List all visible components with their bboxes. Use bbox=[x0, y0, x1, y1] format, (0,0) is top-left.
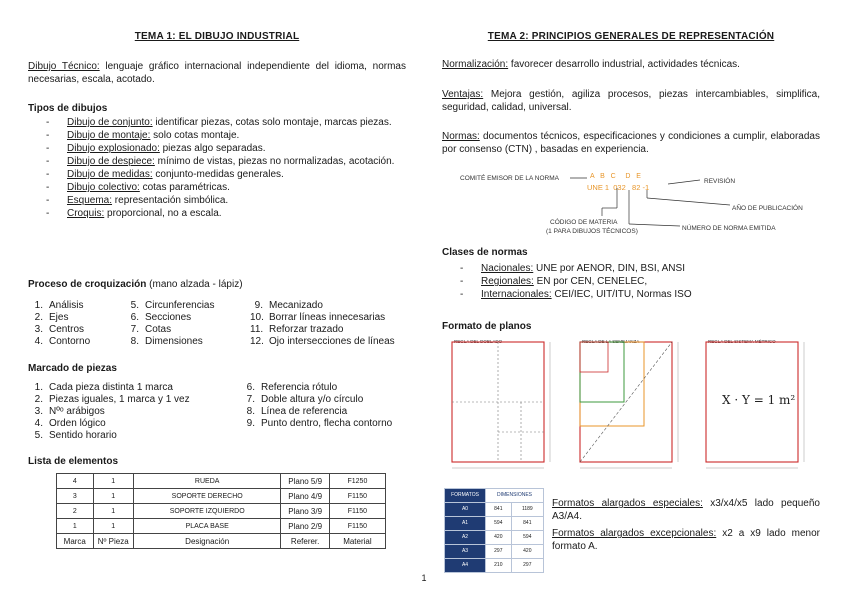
tema1-title: TEMA 1: EL DIBUJO INDUSTRIAL bbox=[134, 31, 300, 42]
list-item bbox=[28, 116, 406, 129]
dash-bullet: - bbox=[46, 143, 50, 154]
definition: documentos técnicos, especificaciones y condiciones a cumplir, elaboradas por consenso (CTN) , basadas en experiencia. bbox=[442, 131, 820, 155]
item-text: Secciones bbox=[145, 312, 192, 323]
list-item bbox=[250, 323, 395, 335]
term: Regionales: bbox=[481, 276, 534, 287]
marcado-heading: Marcado de piezas bbox=[28, 363, 117, 374]
definition: EN por CEN, CENELEC, bbox=[533, 276, 648, 287]
heading-note: (mano alzada - lápiz) bbox=[146, 279, 243, 290]
list-item bbox=[242, 381, 392, 393]
especiales-paragraph bbox=[552, 497, 820, 523]
croquizacion-col-1 bbox=[30, 299, 90, 347]
item-number: 8. bbox=[130, 336, 139, 347]
tipos-heading: Tipos de dibujos bbox=[28, 103, 108, 114]
term: Dibujo de montaje: bbox=[67, 130, 151, 141]
table-header-cell: Marca bbox=[57, 534, 94, 549]
formats-cell: 297 bbox=[511, 559, 543, 573]
table-cell: Plano 3/9 bbox=[281, 504, 329, 519]
dash-bullet: - bbox=[46, 117, 50, 128]
fig2-label: REGLA DE LA SEMEJANZA bbox=[582, 339, 640, 344]
excepcionales-paragraph bbox=[552, 527, 820, 553]
item-number: 11. bbox=[250, 324, 264, 335]
dash-bullet: - bbox=[46, 182, 50, 193]
item-text: Borrar líneas innecesarias bbox=[269, 312, 386, 323]
list-item bbox=[28, 155, 406, 168]
item-text: Centros bbox=[49, 324, 85, 335]
dash-bullet: - bbox=[460, 263, 464, 274]
formats-cell: A2 bbox=[445, 531, 486, 545]
fig3-formula: X · Y = 1 m² bbox=[722, 393, 796, 407]
table-cell: 1 bbox=[93, 489, 133, 504]
item-number: 2. bbox=[34, 394, 43, 405]
table-header-row bbox=[57, 534, 386, 549]
formats-cell: 841 bbox=[486, 503, 512, 517]
anio-label: AÑO DE PUBLICACIÓN bbox=[732, 205, 803, 212]
dash-bullet: - bbox=[46, 169, 50, 180]
definition: identificar piezas, cotas solo montaje, marcas piezas. bbox=[152, 117, 392, 128]
dash-bullet: - bbox=[46, 195, 50, 206]
definition: x2 a x9 lado menor formato A. bbox=[552, 528, 820, 552]
term: Ventajas: bbox=[442, 89, 484, 100]
clases-heading: Clases de normas bbox=[442, 247, 528, 258]
croquizacion-col-3 bbox=[250, 299, 395, 347]
table-header-cell: Referer. bbox=[281, 534, 329, 549]
definition: piezas algo separadas. bbox=[159, 143, 266, 154]
lista-elementos-table bbox=[56, 473, 386, 549]
table-cell: PLACA BASE bbox=[133, 519, 281, 534]
list-item bbox=[242, 417, 392, 429]
formats-cell: 1189 bbox=[511, 503, 543, 517]
table-cell: 2 bbox=[57, 504, 94, 519]
list-item bbox=[242, 405, 392, 417]
clases-list bbox=[442, 262, 820, 301]
item-text: Dimensiones bbox=[145, 336, 203, 347]
formats-cell: 594 bbox=[511, 531, 543, 545]
term: Dibujo de despiece: bbox=[67, 156, 155, 167]
term: Dibujo colectivo: bbox=[67, 182, 140, 193]
list-item bbox=[442, 275, 820, 288]
list-item bbox=[250, 335, 395, 347]
item-text: Circunferencias bbox=[145, 300, 215, 311]
comite-label: COMITÉ EMISOR DE LA NORMA bbox=[460, 175, 559, 182]
table-cell: 1 bbox=[93, 474, 133, 489]
item-number: 2. bbox=[34, 312, 43, 323]
table-cell: 4 bbox=[57, 474, 94, 489]
formats-row bbox=[445, 545, 544, 559]
term: Nacionales: bbox=[481, 263, 534, 274]
formats-cell: A4 bbox=[445, 559, 486, 573]
definition: x3/x4/x5 lado pequeño A3/A4. bbox=[552, 498, 820, 522]
list-item bbox=[126, 323, 214, 335]
formats-cell: 210 bbox=[486, 559, 512, 573]
dash-bullet: - bbox=[460, 289, 464, 300]
item-text: Referencia rótulo bbox=[261, 382, 338, 393]
definition: proporcional, no a escala. bbox=[104, 208, 222, 219]
item-text: Punto dentro, flecha contorno bbox=[261, 418, 393, 429]
term: Normalización: bbox=[442, 59, 509, 70]
formats-cell: 420 bbox=[511, 545, 543, 559]
formats-header-cell: DIMENSIONES bbox=[486, 489, 544, 503]
formats-header-cell: FORMATOS bbox=[445, 489, 486, 503]
ventajas-paragraph bbox=[442, 88, 820, 114]
table-cell: Plano 5/9 bbox=[281, 474, 329, 489]
formato-figures bbox=[442, 334, 820, 479]
formats-row bbox=[445, 531, 544, 545]
tipos-list bbox=[28, 116, 406, 220]
list-item bbox=[126, 311, 214, 323]
formats-cell: A1 bbox=[445, 517, 486, 531]
item-number: 6. bbox=[246, 382, 255, 393]
item-number: 7. bbox=[130, 324, 139, 335]
list-item bbox=[126, 335, 214, 347]
formatos-table bbox=[444, 488, 544, 573]
list-item bbox=[30, 311, 90, 323]
item-text: Ejes bbox=[49, 312, 69, 323]
table-cell: 1 bbox=[57, 519, 94, 534]
codigo-note: (1 PARA DIBUJOS TÉCNICOS) bbox=[546, 228, 638, 235]
une-code-diagram bbox=[442, 168, 820, 238]
term: Dibujo explosionado: bbox=[67, 143, 160, 154]
definition: Mejora gestión, agiliza procesos, piezas intercambiables, simplifica, seguridad, calidad, universal. bbox=[442, 89, 820, 113]
item-text: Línea de referencia bbox=[261, 406, 348, 417]
list-item bbox=[30, 417, 190, 429]
formats-cell: 297 bbox=[486, 545, 512, 559]
item-number: 10. bbox=[250, 312, 264, 323]
table-cell: 3 bbox=[57, 489, 94, 504]
item-text: Nºᵒ arábigos bbox=[49, 406, 105, 417]
dash-bullet: - bbox=[46, 156, 50, 167]
table-cell: 1 bbox=[93, 519, 133, 534]
croquizacion-heading bbox=[28, 278, 243, 291]
lista-heading: Lista de elementos bbox=[28, 456, 119, 467]
fig1-label: REGLA DEL DOBLADO bbox=[454, 339, 503, 344]
table-header-cell: Nº Pieza bbox=[93, 534, 133, 549]
formats-row bbox=[445, 503, 544, 517]
item-number: 7. bbox=[246, 394, 255, 405]
table-row bbox=[57, 519, 386, 534]
item-text: Sentido horario bbox=[49, 430, 117, 441]
list-item bbox=[28, 129, 406, 142]
item-text: Piezas iguales, 1 marca y 1 vez bbox=[49, 394, 190, 405]
table-cell: F1250 bbox=[329, 474, 385, 489]
list-item bbox=[28, 168, 406, 181]
list-item bbox=[30, 429, 190, 441]
heading-text: Proceso de croquización bbox=[28, 279, 147, 290]
letters-label: A B C D E bbox=[590, 173, 641, 180]
definition: mínimo de vistas, piezas no normalizadas, acotación. bbox=[154, 156, 395, 167]
item-number: 9. bbox=[254, 300, 263, 311]
list-item bbox=[30, 299, 90, 311]
item-text: Ojo intersecciones de líneas bbox=[269, 336, 395, 347]
formats-cell: 841 bbox=[511, 517, 543, 531]
une-code: UNE 1 032 82 -1 bbox=[587, 183, 650, 192]
dibujo-tecnico-paragraph bbox=[28, 60, 406, 86]
item-number: 1. bbox=[34, 382, 43, 393]
table-row bbox=[57, 474, 386, 489]
list-item bbox=[442, 288, 820, 301]
item-number: 12. bbox=[250, 336, 264, 347]
table-cell: RUEDA bbox=[133, 474, 281, 489]
fig3-label: REGLA DEL SISTEMA MÉTRICO bbox=[708, 339, 776, 344]
marcado-col-1 bbox=[30, 381, 190, 441]
list-item bbox=[442, 262, 820, 275]
formats-cell: A3 bbox=[445, 545, 486, 559]
definition: solo cotas montaje. bbox=[150, 130, 240, 141]
definition: cotas paramétricas. bbox=[139, 182, 230, 193]
numero-label: NÚMERO DE NORMA EMITIDA bbox=[682, 225, 776, 232]
table-row bbox=[57, 489, 386, 504]
revision-label: REVISIÓN bbox=[704, 178, 736, 185]
item-text: Análisis bbox=[49, 300, 84, 311]
item-text: Contorno bbox=[49, 336, 91, 347]
dash-bullet: - bbox=[460, 276, 464, 287]
table-cell: Plano 2/9 bbox=[281, 519, 329, 534]
item-text: Cada pieza distinta 1 marca bbox=[49, 382, 173, 393]
dash-bullet: - bbox=[46, 130, 50, 141]
item-number: 4. bbox=[34, 336, 43, 347]
item-text: Mecanizado bbox=[269, 300, 323, 311]
item-number: 1. bbox=[34, 300, 43, 311]
item-number: 6. bbox=[130, 312, 139, 323]
formats-header-row bbox=[445, 489, 544, 503]
formats-row bbox=[445, 559, 544, 573]
table-cell: F1150 bbox=[329, 519, 385, 534]
list-item bbox=[250, 311, 395, 323]
definition: conjunto-medidas generales. bbox=[152, 169, 284, 180]
formats-cell: 420 bbox=[486, 531, 512, 545]
table-cell: F1150 bbox=[329, 489, 385, 504]
table-cell: SOPORTE IZQUIERDO bbox=[133, 504, 281, 519]
item-text: Reforzar trazado bbox=[269, 324, 344, 335]
term: Internacionales: bbox=[481, 289, 552, 300]
normas-paragraph bbox=[442, 130, 820, 156]
formats-cell: A0 bbox=[445, 503, 486, 517]
table-cell: SOPORTE DERECHO bbox=[133, 489, 281, 504]
table-cell: F1150 bbox=[329, 504, 385, 519]
item-text: Cotas bbox=[145, 324, 172, 335]
term: Dibujo de conjunto: bbox=[67, 117, 153, 128]
definition: favorecer desarrollo industrial, actividades técnicas. bbox=[508, 59, 740, 70]
definition: UNE por AENOR, DIN, BSI, ANSI bbox=[533, 263, 685, 274]
formats-row bbox=[445, 517, 544, 531]
definition: lenguaje gráfico internacional independiente del idioma, normas necesarias, escala, acotado. bbox=[28, 61, 406, 85]
list-item bbox=[30, 323, 90, 335]
page-number: 1 bbox=[421, 573, 427, 583]
term: Formatos alargados excepcionales: bbox=[552, 528, 717, 539]
term: Dibujo Técnico: bbox=[28, 61, 100, 72]
list-item bbox=[30, 335, 90, 347]
term: Dibujo de medidas: bbox=[67, 169, 153, 180]
list-item bbox=[250, 299, 395, 311]
item-number: 5. bbox=[130, 300, 139, 311]
list-item bbox=[242, 393, 392, 405]
item-number: 3. bbox=[34, 324, 43, 335]
definition: CEI/IEC, UIT/ITU, Normas ISO bbox=[551, 289, 692, 300]
table-cell: 1 bbox=[93, 504, 133, 519]
term: Esquema: bbox=[67, 195, 113, 206]
formato-heading: Formato de planos bbox=[442, 321, 532, 332]
item-text: Orden lógico bbox=[49, 418, 106, 429]
item-number: 3. bbox=[34, 406, 43, 417]
list-item bbox=[126, 299, 214, 311]
table-cell: Plano 4/9 bbox=[281, 489, 329, 504]
term: Formatos alargados especiales: bbox=[552, 498, 703, 509]
definition: representación simbólica. bbox=[112, 195, 229, 206]
list-item bbox=[30, 405, 190, 417]
marcado-col-2 bbox=[242, 381, 392, 429]
item-number: 8. bbox=[246, 406, 255, 417]
croquizacion-col-2 bbox=[126, 299, 214, 347]
term: Normas: bbox=[442, 131, 480, 142]
fig2-a3 bbox=[580, 342, 608, 372]
formats-cell: 594 bbox=[486, 517, 512, 531]
list-item bbox=[28, 181, 406, 194]
normalizacion-paragraph bbox=[442, 58, 820, 71]
list-item bbox=[28, 142, 406, 155]
codigo-label: CÓDIGO DE MATERIA bbox=[550, 219, 618, 226]
tema2-title: TEMA 2: PRINCIPIOS GENERALES DE REPRESENTACIÓN bbox=[487, 31, 775, 42]
table-row bbox=[57, 504, 386, 519]
list-item bbox=[28, 207, 406, 220]
table-header-cell: Material bbox=[329, 534, 385, 549]
dash-bullet: - bbox=[46, 208, 50, 219]
term: Croquis: bbox=[67, 208, 105, 219]
fig2-a1 bbox=[580, 342, 644, 426]
item-number: 5. bbox=[34, 430, 43, 441]
item-text: Doble altura y/o círculo bbox=[261, 394, 364, 405]
list-item bbox=[28, 194, 406, 207]
list-item bbox=[30, 393, 190, 405]
list-item bbox=[30, 381, 190, 393]
item-number: 9. bbox=[246, 418, 255, 429]
item-number: 4. bbox=[34, 418, 43, 429]
diagram-lines bbox=[442, 168, 820, 238]
table-header-cell: Designación bbox=[133, 534, 281, 549]
